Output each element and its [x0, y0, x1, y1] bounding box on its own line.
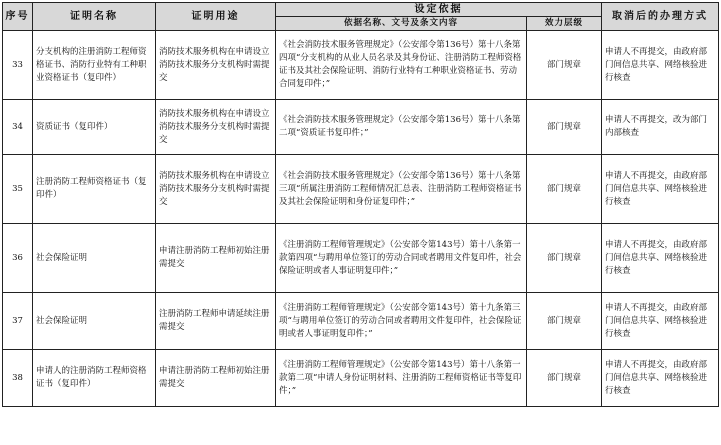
row-seq: 37 [3, 293, 33, 350]
row-after-cancel: 申请人不再提交，由政府部门间信息共享、网络核验进行核查 [602, 31, 719, 100]
row-cert-name: 社会保险证明 [33, 224, 156, 293]
header-after-cancel: 取消后的办理方式 [602, 3, 719, 31]
header-cert-use: 证明用途 [156, 3, 276, 31]
header-cert-name: 证明名称 [33, 3, 156, 31]
row-legal-level: 部门规章 [527, 100, 602, 155]
row-cert-name: 申请人的注册消防工程师资格证书（复印件） [33, 350, 156, 407]
row-after-cancel: 申请人不再提交，改为部门内部核查 [602, 100, 719, 155]
header-legal-level: 效力层级 [527, 17, 602, 31]
row-basis: 《社会消防技术服务管理规定》（公安部令第136号）第十八条第四项“分支机构的从业人员名录及其身份证、注册消防工程师资格证书及其社会保险证明、消防行业特有工种职业资格证书、劳动合同复印件；” [276, 31, 527, 100]
row-basis: 《注册消防工程师管理规定》（公安部令第143号）第十八条第一款第四项“与聘用单位签订的劳动合同或者聘用文件复印件，社会保险证明或者人事证明复印件；” [276, 224, 527, 293]
header-row [3, 3, 719, 17]
row-after-cancel: 申请人不再提交，由政府部门间信息共享、网络核验进行核查 [602, 224, 719, 293]
table-row [3, 293, 719, 350]
row-legal-level: 部门规章 [527, 31, 602, 100]
header-basis-doc: 依据名称、文号及条文内容 [276, 17, 527, 31]
row-seq: 33 [3, 31, 33, 100]
row-cert-name: 分支机构的注册消防工程师资格证书、消防行业特有工种职业资格证书（复印件） [33, 31, 156, 100]
table-row [3, 350, 719, 407]
row-cert-use: 消防技术服务机构在申请设立消防技术服务分支机构时需提交 [156, 100, 276, 155]
row-seq: 36 [3, 224, 33, 293]
row-legal-level: 部门规章 [527, 155, 602, 224]
row-legal-level: 部门规章 [527, 293, 602, 350]
row-basis: 《社会消防技术服务管理规定》（公安部令第136号）第十八条第三项“所属注册消防工程师情况汇总表、注册消防工程师资格证书及其社会保险证明和身份证复印件；” [276, 155, 527, 224]
row-cert-use: 申请注册消防工程师初始注册需提交 [156, 224, 276, 293]
row-after-cancel: 申请人不再提交，由政府部门间信息共享、网络核验进行核查 [602, 350, 719, 407]
row-cert-name: 注册消防工程师资格证书（复印件） [33, 155, 156, 224]
row-basis: 《注册消防工程师管理规定》（公安部令第143号）第十九条第三项“与聘用单位签订的劳动合同或者聘用文件复印件，社会保险证明或者人事证明复印件；” [276, 293, 527, 350]
row-seq: 34 [3, 100, 33, 155]
row-cert-name: 资质证书（复印件） [33, 100, 156, 155]
row-basis: 《注册消防工程师管理规定》（公安部令第143号）第十八条第一款第二项“申请人身份证明材料、注册消防工程师资格证书等复印件；” [276, 350, 527, 407]
row-after-cancel: 申请人不再提交，由政府部门间信息共享、网络核验进行核查 [602, 155, 719, 224]
row-cert-use: 消防技术服务机构在申请设立消防技术服务分支机构时需提交 [156, 155, 276, 224]
row-seq: 38 [3, 350, 33, 407]
header-basis: 设定依据 [276, 3, 602, 17]
row-cert-use: 申请注册消防工程师初始注册需提交 [156, 350, 276, 407]
row-basis: 《社会消防技术服务管理规定》（公安部令第136号）第十八条第二项“资质证书复印件；” [276, 100, 527, 155]
table-row [3, 100, 719, 155]
header-seq: 序号 [3, 3, 33, 31]
row-seq: 35 [3, 155, 33, 224]
row-cert-use: 消防技术服务机构在申请设立消防技术服务分支机构时需提交 [156, 31, 276, 100]
row-legal-level: 部门规章 [527, 350, 602, 407]
table-row [3, 155, 719, 224]
row-after-cancel: 申请人不再提交，由政府部门间信息共享、网络核验进行核查 [602, 293, 719, 350]
table-row [3, 224, 719, 293]
row-legal-level: 部门规章 [527, 224, 602, 293]
row-cert-use: 注册消防工程师申请延续注册需提交 [156, 293, 276, 350]
row-cert-name: 社会保险证明 [33, 293, 156, 350]
certificate-table [2, 2, 719, 407]
table-row [3, 31, 719, 100]
